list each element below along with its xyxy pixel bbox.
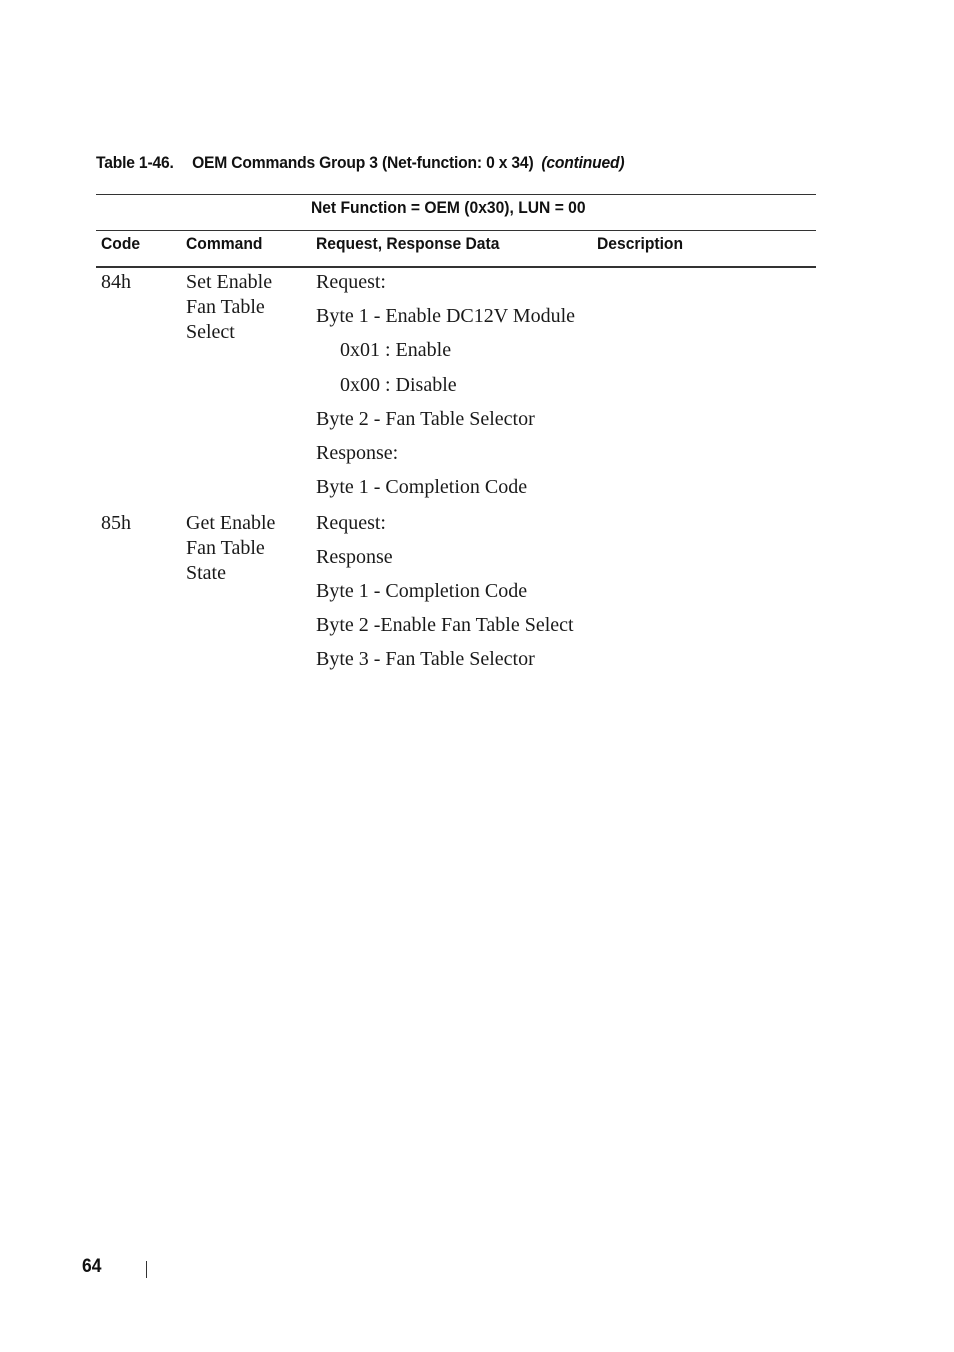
data-line: Request: (316, 512, 386, 534)
row-code: 85h (101, 512, 131, 534)
column-header-description: Description (597, 234, 684, 253)
net-function-label: Net Function = OEM (0x30), LUN = 00 (310, 198, 586, 217)
data-line: Byte 3 - Fan Table Selector (316, 648, 535, 670)
page-number: 64 (82, 1256, 102, 1277)
data-line: Byte 2 -Enable Fan Table Select (316, 614, 574, 636)
command-line: State (186, 562, 226, 584)
data-line: Byte 2 - Fan Table Selector (316, 408, 535, 430)
data-line: Request: (316, 271, 386, 293)
table-top-rule (96, 194, 816, 195)
data-line: 0x00 : Disable (340, 374, 457, 396)
header-rule (96, 230, 816, 231)
net-function-header (96, 198, 816, 218)
data-line: 0x01 : Enable (340, 339, 452, 361)
command-line: Set Enable (186, 271, 273, 293)
caption-continued: (continued) (541, 153, 625, 172)
command-line: Select (186, 321, 235, 343)
data-line: Byte 1 - Completion Code (316, 580, 528, 602)
command-line: Get Enable (186, 512, 276, 534)
caption-number: Table 1-46. (96, 153, 174, 172)
data-line: Response (316, 546, 393, 568)
data-line: Byte 1 - Enable DC12V Module (316, 305, 576, 327)
row-command (186, 270, 272, 345)
header-bottom-rule (96, 266, 816, 268)
caption-title: OEM Commands Group 3 (Net-function: 0 x 34) (192, 153, 534, 172)
row-command (186, 511, 275, 586)
command-line: Fan Table (186, 296, 265, 318)
column-header-code: Code (101, 234, 141, 253)
command-line: Fan Table (186, 537, 265, 559)
footer-divider (146, 1261, 147, 1278)
table-caption (96, 153, 624, 173)
data-line: Byte 1 - Completion Code (316, 476, 528, 498)
row-code: 84h (101, 271, 131, 293)
column-header-request-response: Request, Response Data (316, 234, 500, 253)
column-header-command: Command (186, 234, 263, 253)
data-line: Response: (316, 442, 399, 464)
